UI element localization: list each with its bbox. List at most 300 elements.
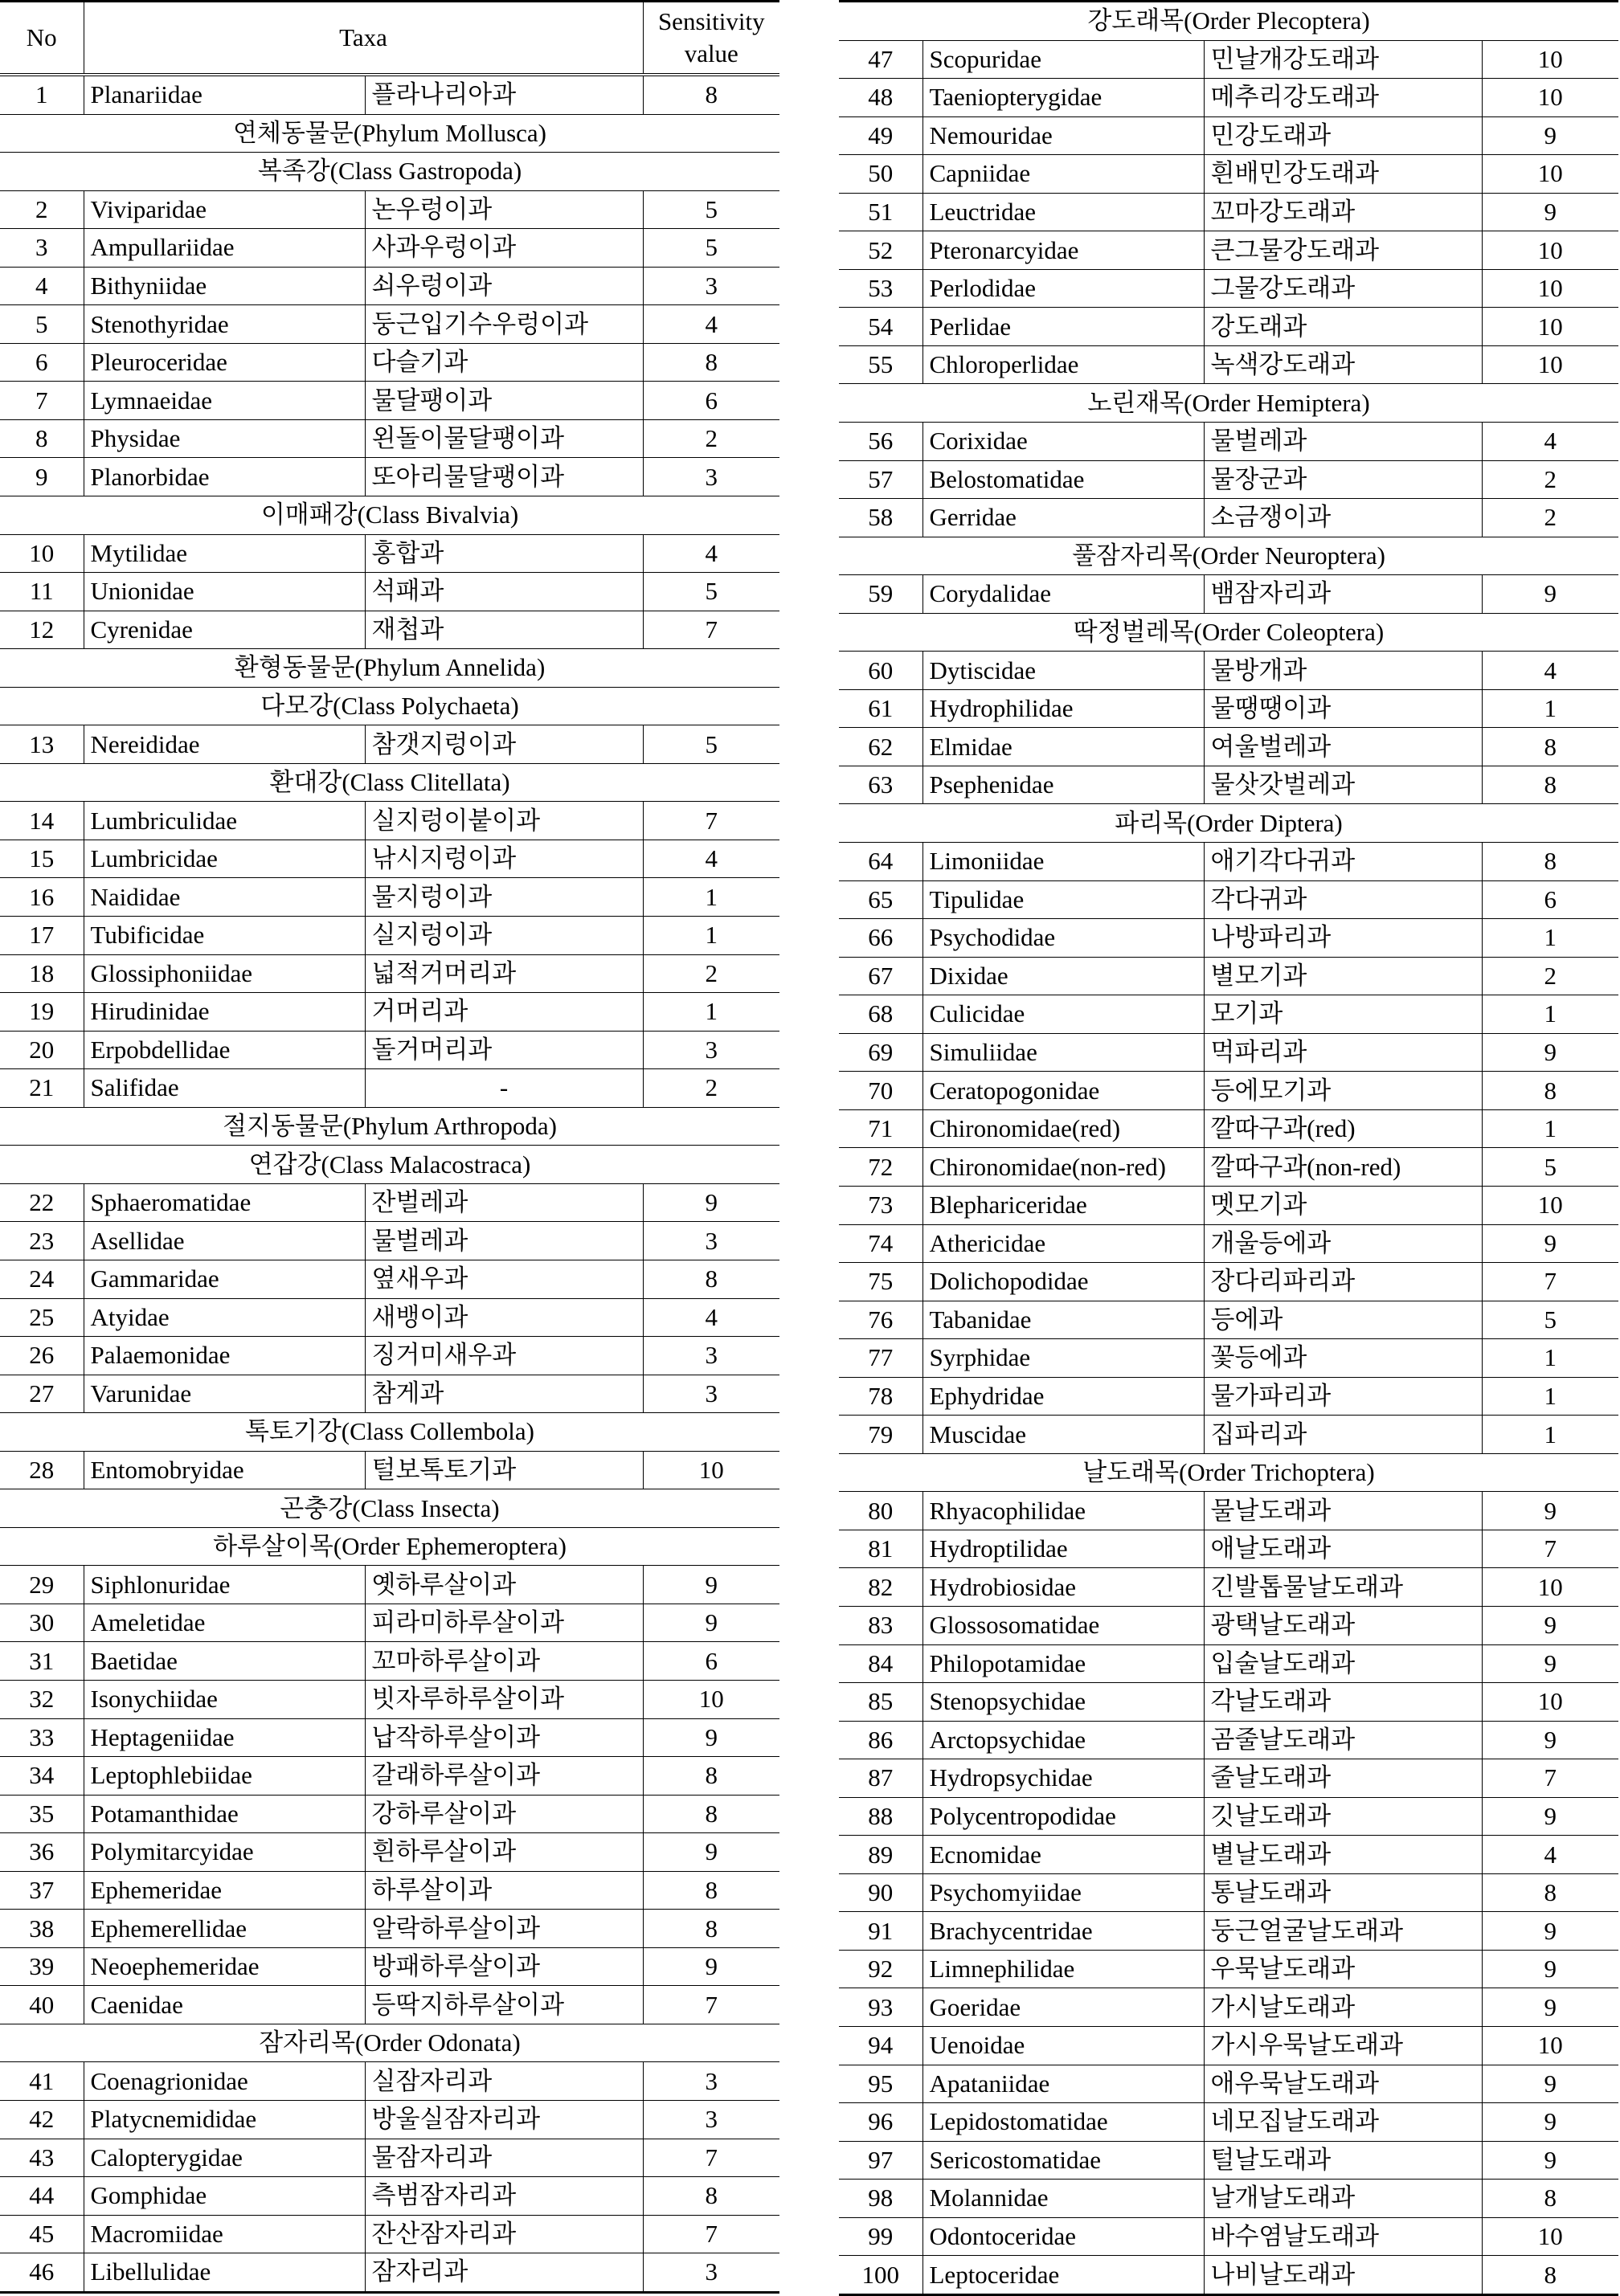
row-number: 72 — [839, 1148, 922, 1187]
sensitivity-value: 1 — [1482, 919, 1618, 958]
taxon-row — [839, 116, 1618, 155]
scientific-name: Asellidae — [84, 1222, 365, 1260]
taxon-row — [0, 1451, 779, 1489]
taxon-group-header — [0, 1489, 779, 1528]
sensitivity-value: 9 — [1482, 1606, 1618, 1644]
scientific-name: Lumbricidae — [84, 840, 365, 878]
row-number: 88 — [839, 1797, 922, 1836]
sensitivity-value: 5 — [643, 573, 779, 611]
scientific-name: Scopuridae — [922, 40, 1204, 79]
sensitivity-value: 7 — [643, 1986, 779, 2024]
sensitivity-value: 9 — [1482, 1912, 1618, 1951]
scientific-name: Psephenidae — [922, 766, 1204, 804]
korean-name: 물날도래과 — [1204, 1492, 1482, 1530]
taxon-row — [0, 419, 779, 458]
scientific-name: Ameletidae — [84, 1604, 365, 1642]
sensitivity-value: 1 — [1482, 1339, 1618, 1378]
sensitivity-value: 9 — [1482, 1224, 1618, 1263]
sensitivity-value: 2 — [643, 419, 779, 458]
scientific-name: Hirudinidae — [84, 993, 365, 1032]
sensitivity-value: 10 — [1482, 2217, 1618, 2256]
taxon-row — [839, 575, 1618, 614]
korean-name: 긴발톱물날도래과 — [1204, 1568, 1482, 1607]
sensitivity-value: 10 — [1482, 40, 1618, 79]
scientific-name: Arctopsychidae — [922, 1721, 1204, 1759]
korean-name: 물달팽이과 — [365, 382, 643, 420]
sensitivity-value: 2 — [1482, 499, 1618, 537]
scientific-name: Molannidae — [922, 2180, 1204, 2218]
korean-name: 깔따구과(red) — [1204, 1109, 1482, 1148]
sensitivity-value: 9 — [1482, 1797, 1618, 1836]
korean-name: 각다귀과 — [1204, 880, 1482, 919]
row-number: 52 — [839, 231, 922, 270]
korean-name: 모기과 — [1204, 995, 1482, 1034]
sensitivity-value: 7 — [643, 802, 779, 840]
taxon-row — [839, 1912, 1618, 1951]
korean-name: 실잠자리과 — [365, 2062, 643, 2101]
row-number: 36 — [0, 1833, 84, 1872]
row-number: 87 — [839, 1759, 922, 1798]
row-number: 18 — [0, 954, 84, 993]
sensitivity-value: 9 — [1482, 2141, 1618, 2180]
row-number: 20 — [0, 1031, 84, 1069]
taxon-group-header — [0, 687, 779, 725]
taxon-row — [839, 2065, 1618, 2103]
scientific-name: Pleuroceridae — [84, 343, 365, 382]
sensitivity-value: 8 — [1482, 2180, 1618, 2218]
sensitivity-value: 1 — [643, 878, 779, 917]
korean-name: 옛하루살이과 — [365, 1566, 643, 1604]
korean-name: 흰하루살이과 — [365, 1833, 643, 1872]
sensitivity-value: 3 — [643, 1031, 779, 1069]
group-label: 잠자리목(Order Odonata) — [0, 2024, 779, 2062]
taxon-row — [0, 382, 779, 420]
korean-name: 꼬마하루살이과 — [365, 1642, 643, 1681]
sensitivity-value: 1 — [643, 993, 779, 1032]
korean-name: 별날도래과 — [1204, 1836, 1482, 1874]
korean-name: 측범잠자리과 — [365, 2177, 643, 2216]
scientific-name: Lymnaeidae — [84, 382, 365, 420]
sensitivity-value: 9 — [1482, 1721, 1618, 1759]
right-table-body — [839, 2, 1618, 2295]
taxon-row — [839, 1109, 1618, 1148]
sensitivity-value: 7 — [1482, 1759, 1618, 1798]
row-number: 3 — [0, 229, 84, 268]
korean-name: 나비날도래과 — [1204, 2256, 1482, 2295]
taxon-group-header — [0, 2024, 779, 2062]
row-number: 80 — [839, 1492, 922, 1530]
sensitivity-value: 10 — [1482, 231, 1618, 270]
scientific-name: Macromiidae — [84, 2215, 365, 2253]
sensitivity-value: 10 — [643, 1451, 779, 1489]
sensitivity-value: 7 — [1482, 1530, 1618, 1568]
scientific-name: Planorbidae — [84, 458, 365, 496]
scientific-name: Goeridae — [922, 1988, 1204, 2027]
row-number: 54 — [839, 308, 922, 346]
taxon-row — [0, 2139, 779, 2177]
sensitivity-value: 10 — [1482, 308, 1618, 346]
row-number: 39 — [0, 1947, 84, 1986]
taxon-row — [0, 1069, 779, 1108]
taxon-row — [839, 1033, 1618, 1072]
row-number: 8 — [0, 419, 84, 458]
korean-name: 등에모기과 — [1204, 1072, 1482, 1110]
row-number: 62 — [839, 728, 922, 766]
scientific-name: Capniidae — [922, 155, 1204, 194]
scientific-name: Cyrenidae — [84, 611, 365, 649]
sensitivity-value: 10 — [1482, 345, 1618, 384]
scientific-name: Ephemeridae — [84, 1871, 365, 1910]
sensitivity-value: 8 — [1482, 1072, 1618, 1110]
scientific-name: Athericidae — [922, 1224, 1204, 1263]
sensitivity-value: 1 — [1482, 1109, 1618, 1148]
scientific-name: Varunidae — [84, 1375, 365, 1413]
row-number: 83 — [839, 1606, 922, 1644]
sensitivity-value: 10 — [1482, 1568, 1618, 1607]
row-number: 21 — [0, 1069, 84, 1108]
header-sensitivity-line2: value — [684, 39, 738, 67]
row-number: 63 — [839, 766, 922, 804]
scientific-name: Nereididae — [84, 725, 365, 764]
row-number: 71 — [839, 1109, 922, 1148]
sensitivity-value: 9 — [1482, 575, 1618, 614]
scientific-name: Apataniidae — [922, 2065, 1204, 2103]
scientific-name: Sphaeromatidae — [84, 1183, 365, 1222]
sensitivity-value: 10 — [1482, 269, 1618, 308]
scientific-name: Entomobryidae — [84, 1451, 365, 1489]
row-number: 28 — [0, 1451, 84, 1489]
korean-name: 실지렁이붙이과 — [365, 802, 643, 840]
taxon-row — [0, 1183, 779, 1222]
scientific-name: Hydrobiosidae — [922, 1568, 1204, 1607]
scientific-name: Caenidae — [84, 1986, 365, 2024]
taxon-row — [0, 229, 779, 268]
scientific-name: Uenoidae — [922, 2026, 1204, 2065]
korean-name: 물벌레과 — [365, 1222, 643, 1260]
row-number: 38 — [0, 1910, 84, 1948]
taxon-row — [0, 190, 779, 229]
taxon-row — [839, 2141, 1618, 2180]
taxon-row — [839, 728, 1618, 766]
scientific-name: Gomphidae — [84, 2177, 365, 2216]
korean-name: 메추리강도래과 — [1204, 79, 1482, 117]
korean-name: 물지렁이과 — [365, 878, 643, 917]
row-number: 1 — [0, 75, 84, 114]
sensitivity-value: 4 — [1482, 652, 1618, 690]
taxon-row — [0, 1833, 779, 1872]
taxon-row — [839, 1759, 1618, 1798]
scientific-name: Leuctridae — [922, 193, 1204, 231]
taxon-row — [0, 1337, 779, 1375]
taxon-row — [839, 1721, 1618, 1759]
row-number: 31 — [0, 1642, 84, 1681]
sensitivity-value: 7 — [643, 611, 779, 649]
sensitivity-value: 1 — [643, 917, 779, 955]
korean-name: 별모기과 — [1204, 957, 1482, 995]
row-number: 61 — [839, 689, 922, 728]
korean-name: 민날개강도래과 — [1204, 40, 1482, 79]
row-number: 51 — [839, 193, 922, 231]
row-number: 47 — [839, 40, 922, 79]
korean-name: 깔따구과(non-red) — [1204, 1148, 1482, 1187]
taxon-row — [839, 1836, 1618, 1874]
row-number: 79 — [839, 1416, 922, 1454]
row-number: 9 — [0, 458, 84, 496]
scientific-name: Heptageniidae — [84, 1718, 365, 1757]
group-label: 이매패강(Class Bivalvia) — [0, 496, 779, 535]
taxon-row — [839, 1072, 1618, 1110]
taxon-row — [0, 1298, 779, 1337]
taxon-row — [0, 840, 779, 878]
taxon-row — [0, 1260, 779, 1298]
group-label: 절지동물문(Phylum Arthropoda) — [0, 1107, 779, 1146]
scientific-name: Leptoceridae — [922, 2256, 1204, 2295]
korean-name: 둥근얼굴날도래과 — [1204, 1912, 1482, 1951]
korean-name: 여울벌레과 — [1204, 728, 1482, 766]
korean-name: 참게과 — [365, 1375, 643, 1413]
sensitivity-value: 10 — [1482, 2026, 1618, 2065]
row-number: 91 — [839, 1912, 922, 1951]
row-number: 37 — [0, 1871, 84, 1910]
sensitivity-value: 3 — [643, 267, 779, 305]
korean-name: 털보톡토기과 — [365, 1451, 643, 1489]
group-label: 곤충강(Class Insecta) — [0, 1489, 779, 1528]
scientific-name: Libellulidae — [84, 2253, 365, 2293]
sensitivity-value: 9 — [1482, 2103, 1618, 2142]
taxon-row — [0, 878, 779, 917]
taxon-row — [839, 1950, 1618, 1988]
sensitivity-value: 6 — [1482, 880, 1618, 919]
scientific-name: Chloroperlidae — [922, 345, 1204, 384]
sensitivity-value: 8 — [643, 75, 779, 114]
korean-name: 가시우묵날도래과 — [1204, 2026, 1482, 2065]
row-number: 53 — [839, 269, 922, 308]
taxon-row — [839, 1416, 1618, 1454]
sensitivity-value: 9 — [643, 1566, 779, 1604]
scientific-name: Neoephemeridae — [84, 1947, 365, 1986]
taxon-row — [0, 1795, 779, 1833]
taxon-group-header — [0, 153, 779, 191]
scientific-name: Chironomidae(non-red) — [922, 1148, 1204, 1187]
row-number: 5 — [0, 305, 84, 344]
group-label: 다모강(Class Polychaeta) — [0, 687, 779, 725]
group-label: 딱정벌레목(Order Coleoptera) — [839, 613, 1618, 652]
taxon-row — [839, 155, 1618, 194]
sensitivity-value: 1 — [1482, 1416, 1618, 1454]
taxon-row — [0, 993, 779, 1032]
korean-name: 물잠자리과 — [365, 2139, 643, 2177]
sensitivity-value: 8 — [643, 343, 779, 382]
taxon-row — [0, 725, 779, 764]
scientific-name: Coenagrionidae — [84, 2062, 365, 2101]
row-number: 32 — [0, 1680, 84, 1718]
korean-name: 가시날도래과 — [1204, 1988, 1482, 2027]
taxon-group-header — [0, 496, 779, 535]
scientific-name: Palaemonidae — [84, 1337, 365, 1375]
sensitivity-value: 6 — [643, 1642, 779, 1681]
taxon-row — [839, 40, 1618, 79]
korean-name: 흰배민강도래과 — [1204, 155, 1482, 194]
scientific-name: Simuliidae — [922, 1033, 1204, 1072]
taxon-row — [0, 1566, 779, 1604]
right-sensitivity-table — [839, 0, 1618, 2296]
korean-name: 실지렁이과 — [365, 917, 643, 955]
taxon-group-header — [839, 1453, 1618, 1492]
taxon-row — [839, 2026, 1618, 2065]
korean-name: 털날도래과 — [1204, 2141, 1482, 2180]
taxon-group-header — [0, 1146, 779, 1184]
sensitivity-value: 9 — [1482, 1492, 1618, 1530]
scientific-name: Lumbriculidae — [84, 802, 365, 840]
korean-name: 사과우렁이과 — [365, 229, 643, 268]
sensitivity-value: 1 — [1482, 689, 1618, 728]
group-label: 강도래목(Order Plecoptera) — [839, 2, 1618, 41]
scientific-name: Bithyniidae — [84, 267, 365, 305]
sensitivity-value: 9 — [1482, 1950, 1618, 1988]
scientific-name: Syrphidae — [922, 1339, 1204, 1378]
taxon-group-header — [839, 2, 1618, 41]
korean-name: 바수염날도래과 — [1204, 2217, 1482, 2256]
row-number: 43 — [0, 2139, 84, 2177]
taxon-row — [839, 689, 1618, 728]
korean-name: 큰그물강도래과 — [1204, 231, 1482, 270]
row-number: 42 — [0, 2100, 84, 2139]
korean-name: 석패과 — [365, 573, 643, 611]
left-table-body — [0, 75, 779, 2292]
taxon-group-header — [0, 1527, 779, 1566]
row-number: 57 — [839, 460, 922, 499]
sensitivity-value: 2 — [643, 1069, 779, 1108]
sensitivity-value: 9 — [643, 1947, 779, 1986]
group-label: 복족강(Class Gastropoda) — [0, 153, 779, 191]
korean-name: 납작하루살이과 — [365, 1718, 643, 1757]
row-number: 69 — [839, 1033, 922, 1072]
korean-name: - — [365, 1069, 643, 1108]
sensitivity-value: 8 — [643, 1795, 779, 1833]
sensitivity-value: 10 — [1482, 1683, 1618, 1722]
taxon-row — [839, 1644, 1618, 1683]
group-label: 노린재목(Order Hemiptera) — [839, 384, 1618, 423]
korean-name: 먹파리과 — [1204, 1033, 1482, 1072]
row-number: 35 — [0, 1795, 84, 1833]
sensitivity-value: 5 — [1482, 1301, 1618, 1339]
row-number: 100 — [839, 2256, 922, 2295]
scientific-name: Brachycentridae — [922, 1912, 1204, 1951]
scientific-name: Ampullariidae — [84, 229, 365, 268]
taxon-row — [0, 917, 779, 955]
scientific-name: Tipulidae — [922, 880, 1204, 919]
row-number: 76 — [839, 1301, 922, 1339]
scientific-name: Polycentropodidae — [922, 1797, 1204, 1836]
korean-name: 넓적거머리과 — [365, 954, 643, 993]
row-number: 77 — [839, 1339, 922, 1378]
taxon-row — [0, 458, 779, 496]
sensitivity-value: 9 — [1482, 2065, 1618, 2103]
taxon-row — [839, 957, 1618, 995]
korean-name: 거머리과 — [365, 993, 643, 1032]
sensitivity-value: 4 — [1482, 1836, 1618, 1874]
row-number: 29 — [0, 1566, 84, 1604]
korean-name: 또아리물달팽이과 — [365, 458, 643, 496]
scientific-name: Hydropsychidae — [922, 1759, 1204, 1798]
row-number: 25 — [0, 1298, 84, 1337]
left-sensitivity-table — [0, 0, 779, 2294]
row-number: 97 — [839, 2141, 922, 2180]
scientific-name: Hydrophilidae — [922, 689, 1204, 728]
korean-name: 장다리파리과 — [1204, 1263, 1482, 1301]
row-number: 16 — [0, 878, 84, 917]
row-number: 65 — [839, 880, 922, 919]
korean-name: 꼬마강도래과 — [1204, 193, 1482, 231]
taxon-row — [839, 1263, 1618, 1301]
scientific-name: Corydalidae — [922, 575, 1204, 614]
row-number: 14 — [0, 802, 84, 840]
korean-name: 각날도래과 — [1204, 1683, 1482, 1722]
header-row — [0, 2, 779, 76]
sensitivity-value: 8 — [643, 1910, 779, 1948]
scientific-name: Limnephilidae — [922, 1950, 1204, 1988]
korean-name: 물삿갓벌레과 — [1204, 766, 1482, 804]
sensitivity-value: 6 — [643, 382, 779, 420]
scientific-name: Hydroptilidae — [922, 1530, 1204, 1568]
taxon-group-header — [0, 1413, 779, 1452]
korean-name: 논우렁이과 — [365, 190, 643, 229]
row-number: 95 — [839, 2065, 922, 2103]
row-number: 59 — [839, 575, 922, 614]
row-number: 96 — [839, 2103, 922, 2142]
korean-name: 방패하루살이과 — [365, 1947, 643, 1986]
sensitivity-value: 9 — [1482, 193, 1618, 231]
sensitivity-value: 3 — [643, 458, 779, 496]
header-taxa: Taxa — [84, 2, 643, 76]
taxon-row — [839, 766, 1618, 804]
row-number: 74 — [839, 1224, 922, 1263]
taxon-group-header — [0, 649, 779, 688]
sensitivity-value: 3 — [643, 2253, 779, 2293]
scientific-name: Erpobdellidae — [84, 1031, 365, 1069]
scientific-name: Calopterygidae — [84, 2139, 365, 2177]
korean-name: 다슬기과 — [365, 343, 643, 382]
taxon-row — [0, 954, 779, 993]
scientific-name: Gerridae — [922, 499, 1204, 537]
sensitivity-value: 5 — [643, 190, 779, 229]
taxon-row — [839, 345, 1618, 384]
sensitivity-value: 7 — [643, 2139, 779, 2177]
taxon-row — [839, 499, 1618, 537]
korean-name: 애우묵날도래과 — [1204, 2065, 1482, 2103]
scientific-name: Pteronarcyidae — [922, 231, 1204, 270]
scientific-name: Culicidae — [922, 995, 1204, 1034]
row-number: 99 — [839, 2217, 922, 2256]
taxon-row — [0, 534, 779, 573]
row-number: 89 — [839, 1836, 922, 1874]
taxon-row — [839, 995, 1618, 1034]
group-label: 톡토기강(Class Collembola) — [0, 1413, 779, 1452]
scientific-name: Corixidae — [922, 423, 1204, 461]
sensitivity-value: 4 — [643, 305, 779, 344]
taxon-row — [839, 460, 1618, 499]
korean-name: 쇠우렁이과 — [365, 267, 643, 305]
sensitivity-value: 9 — [1482, 1988, 1618, 2027]
sensitivity-value: 3 — [643, 2062, 779, 2101]
sensitivity-value: 8 — [643, 1757, 779, 1796]
taxon-row — [839, 269, 1618, 308]
taxon-row — [839, 1148, 1618, 1187]
row-number: 55 — [839, 345, 922, 384]
korean-name: 홍합과 — [365, 534, 643, 573]
scientific-name: Stenopsychidae — [922, 1683, 1204, 1722]
scientific-name: Elmidae — [922, 728, 1204, 766]
